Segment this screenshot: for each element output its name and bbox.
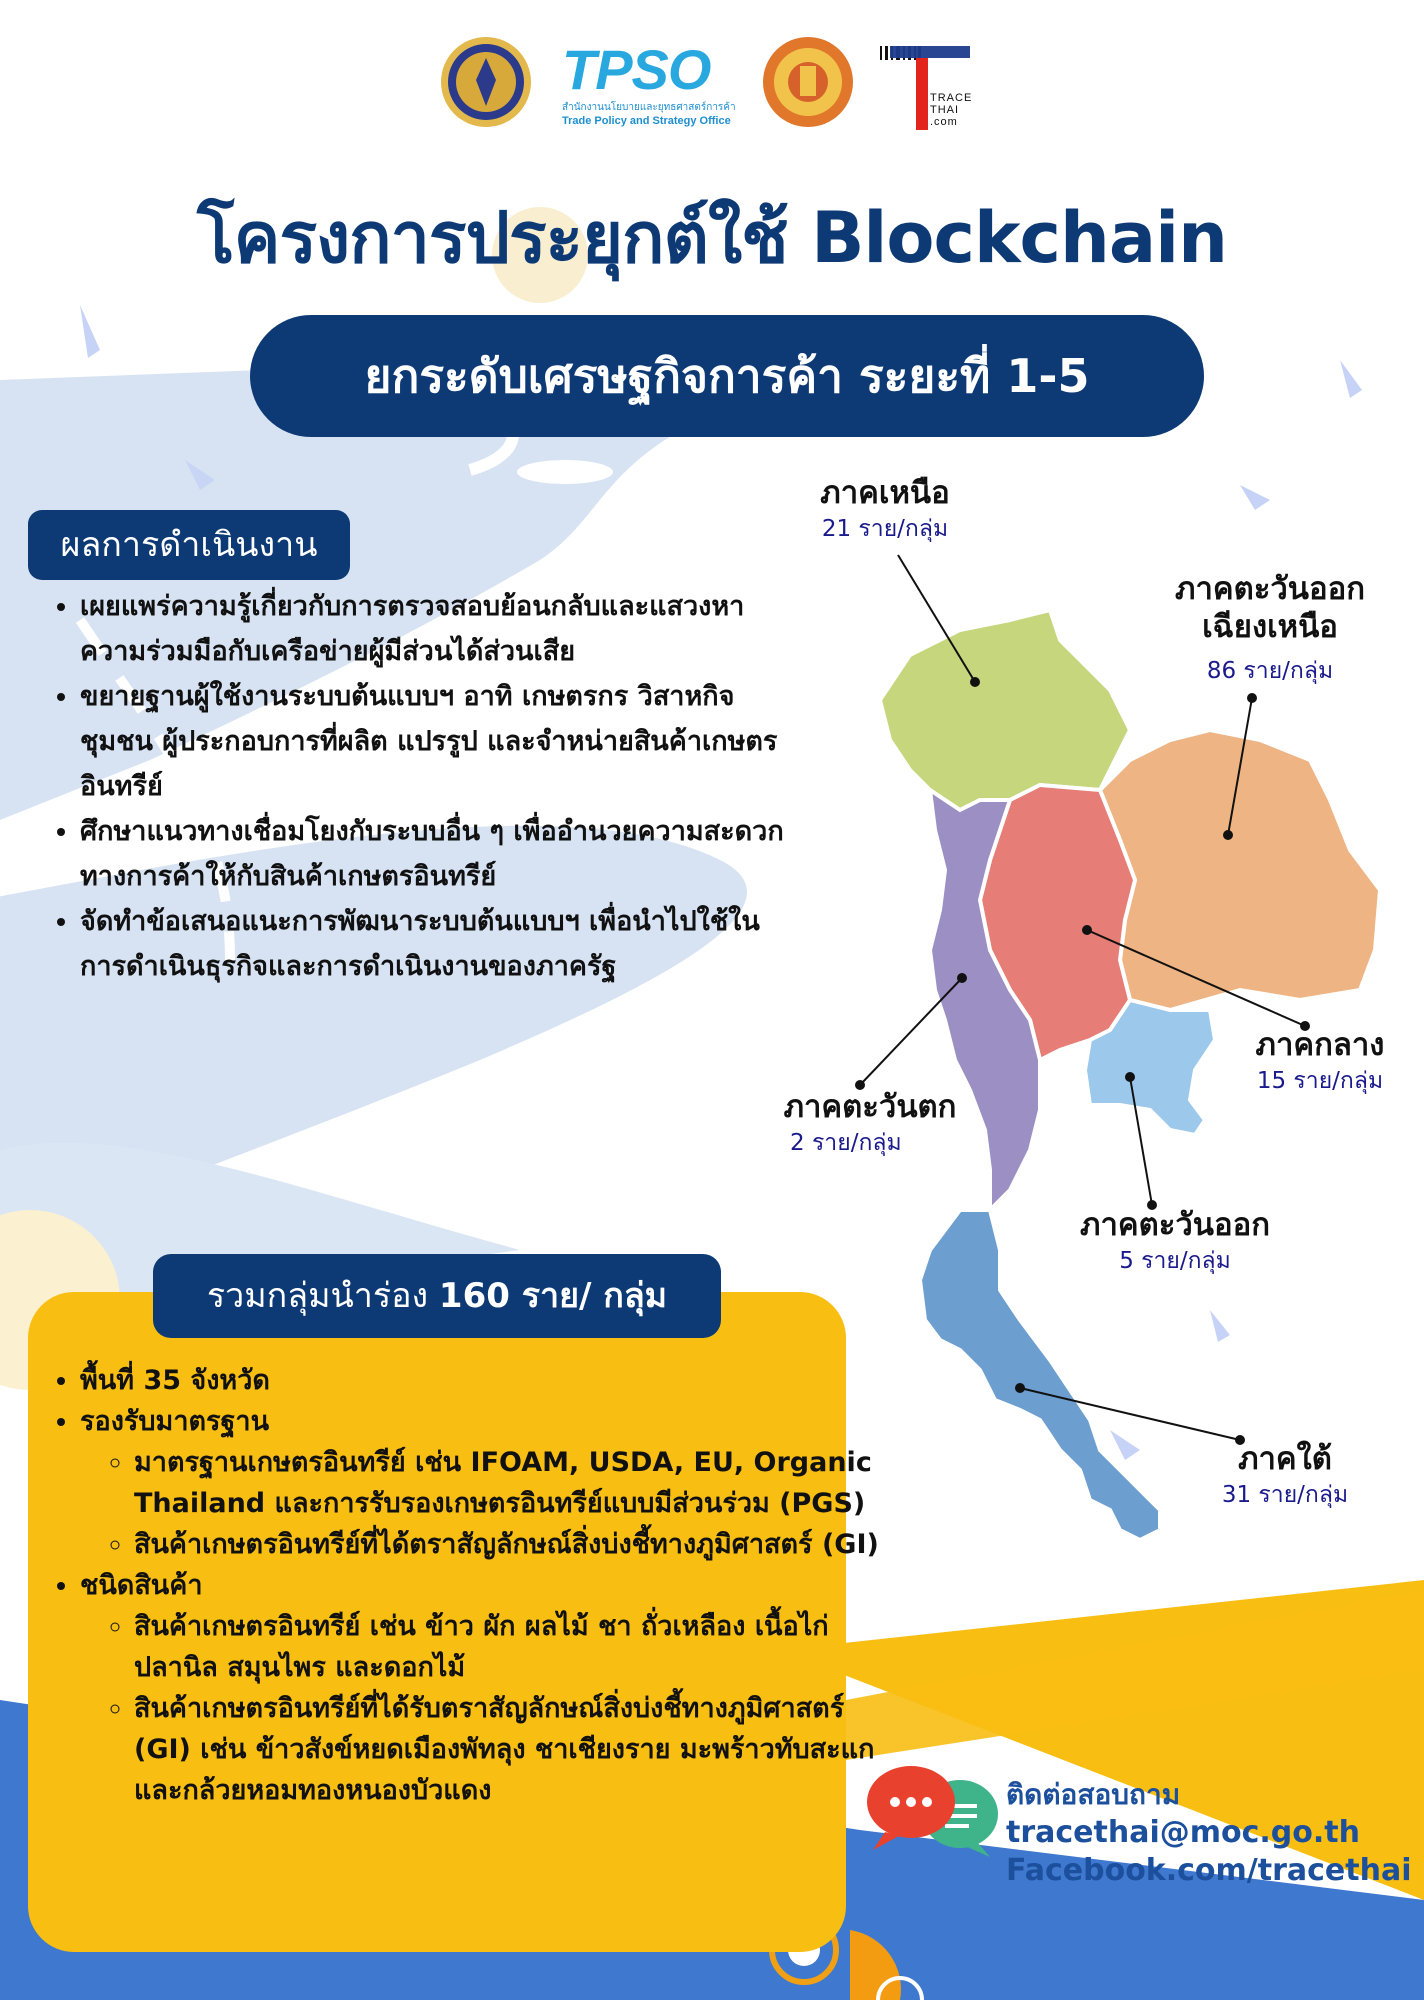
contact-email[interactable]: tracethai@moc.go.th [1006,1815,1360,1850]
contact-label: ติดต่อสอบถาม [1006,1778,1181,1811]
pilot-heading: รวมกลุ่มนำร่อง 160 ราย/ กลุ่ม [153,1254,721,1338]
contact-facebook[interactable]: Facebook.com/tracethai [1006,1853,1412,1888]
tpso-logo-english: Trade Policy and Strategy Office [562,115,731,127]
performance-item: • ขยายฐานผู้ใช้งานระบบต้นแบบฯ อาทิ เกษตรกร วิสาหกิจชุมชน ผู้ประกอบการที่ผลิต แปรรูป และจำหน่ายสินค้าเกษตรอินทรีย์ [80,674,800,809]
product-item: ◦ สินค้าเกษตรอินทรีย์ที่ได้รับตราสัญลักษณ์สิ่งบ่งชี้ทางภูมิศาสตร์ (GI) เช่น ข้าวสังข์หยดเมืองพัทลุง ชาเชียงราย มะพร้าวทับสะแก และกล้วยหอมทองหนองบัวแดง [134,1688,880,1811]
map-north-region [880,610,1130,810]
leader-dot-north [970,677,980,687]
region-label-central: ภาคกลาง 15 ราย/กลุ่ม [1255,1027,1385,1094]
region-label-northeast: ภาคตะวันออก เฉียงเหนือ 86 ราย/กลุ่ม [1175,571,1365,684]
region-label-west: ภาคตะวันตก 2 ราย/กลุ่ม [783,1089,957,1156]
product-item: ◦ สินค้าเกษตรอินทรีย์ เช่น ข้าว ผัก ผลไม้ ชา ถั่วเหลือง เนื้อไก่ ปลานิล สมุนไพร และดอกไม้ [134,1606,880,1688]
standard-item: ◦ มาตรฐานเกษตรอินทรีย์ เช่น IFOAM, USDA, EU, Organic Thailand และการรับรองเกษตรอินทรีย์แบบมีส่วนร่วม (PGS) [134,1442,880,1524]
region-label-north: ภาคเหนือ 21 ราย/กลุ่ม [820,475,950,542]
standard-item: ◦ สินค้าเกษตรอินทรีย์ที่ได้ตราสัญลักษณ์สิ่งบ่งชี้ทางภูมิศาสตร์ (GI) [134,1524,880,1565]
tpso-logo-word: TPSO [562,38,711,101]
performance-item: • จัดทำข้อเสนอแนะการพัฒนาระบบต้นแบบฯ เพื่อนำไปใช้ในการดำเนินธุรกิจและการดำเนินงานของภาครัฐ [80,899,800,989]
tpso-logo-thai: สำนักงานนโยบายและยุทธศาสตร์การค้า [562,102,736,113]
performance-item: • เผยแพร่ความรู้เกี่ยวกับการตรวจสอบย้อนกลับและแสวงหาความร่วมมือกับเครือข่ายผู้มีส่วนได้ส่วนเสีย [80,584,800,674]
pilot-products: • ชนิดสินค้า ◦ สินค้าเกษตรอินทรีย์ เช่น ข้าว ผัก ผลไม้ ชา ถั่วเหลือง เนื้อไก่ ปลานิล สมุนไพร และดอกไม้ ◦ สินค้าเกษตรอินทรีย์ที่ได้รับตราสัญลักษณ์สิ่งบ่งชี้ทางภูมิศาสตร์ (GI) เช่น ข้าวสังข์หยดเมืองพัทลุง ชาเชียงราย มะพร้าวทับสะแก และกล้วยหอมทองหนองบัวแดง [80,1565,880,1811]
region-label-south: ภาคใต้ 31 ราย/กลุ่ม [1221,1441,1349,1508]
pilot-area: • พื้นที่ 35 จังหวัด [80,1360,880,1401]
pilot-list [40,1360,880,1811]
chat-bubbles-icon [865,1762,1000,1858]
performance-item: • ศึกษาแนวทางเชื่อมโยงกับระบบอื่น ๆ เพื่ออำนวยความสะดวกทางการค้าให้กับสินค้าเกษตรอินทรีย์ [80,809,800,899]
pilot-standards: • รองรับมาตรฐาน ◦ มาตรฐานเกษตรอินทรีย์ เช่น IFOAM, USDA, EU, Organic Thailand และการรับรองเกษตรอินทรีย์แบบมีส่วนร่วม (PGS) ◦ สินค้าเกษตรอินทรีย์ที่ได้ตราสัญลักษณ์สิ่งบ่งชี้ทางภูมิศาสตร์ (GI) [80,1401,880,1565]
tracethai-logo-text: TRACE THAI .com [930,92,973,128]
subtitle-banner: ยกระดับเศรษฐกิจการค้า ระยะที่ 1-5 [250,315,1204,437]
region-label-east: ภาคตะวันออก 5 ราย/กลุ่ม [1080,1207,1270,1274]
contact-block [1006,1776,1412,1890]
performance-heading: ผลการดำเนินงาน [28,510,350,580]
page-title: โครงการประยุกต์ใช้ Blockchain [197,197,1227,279]
